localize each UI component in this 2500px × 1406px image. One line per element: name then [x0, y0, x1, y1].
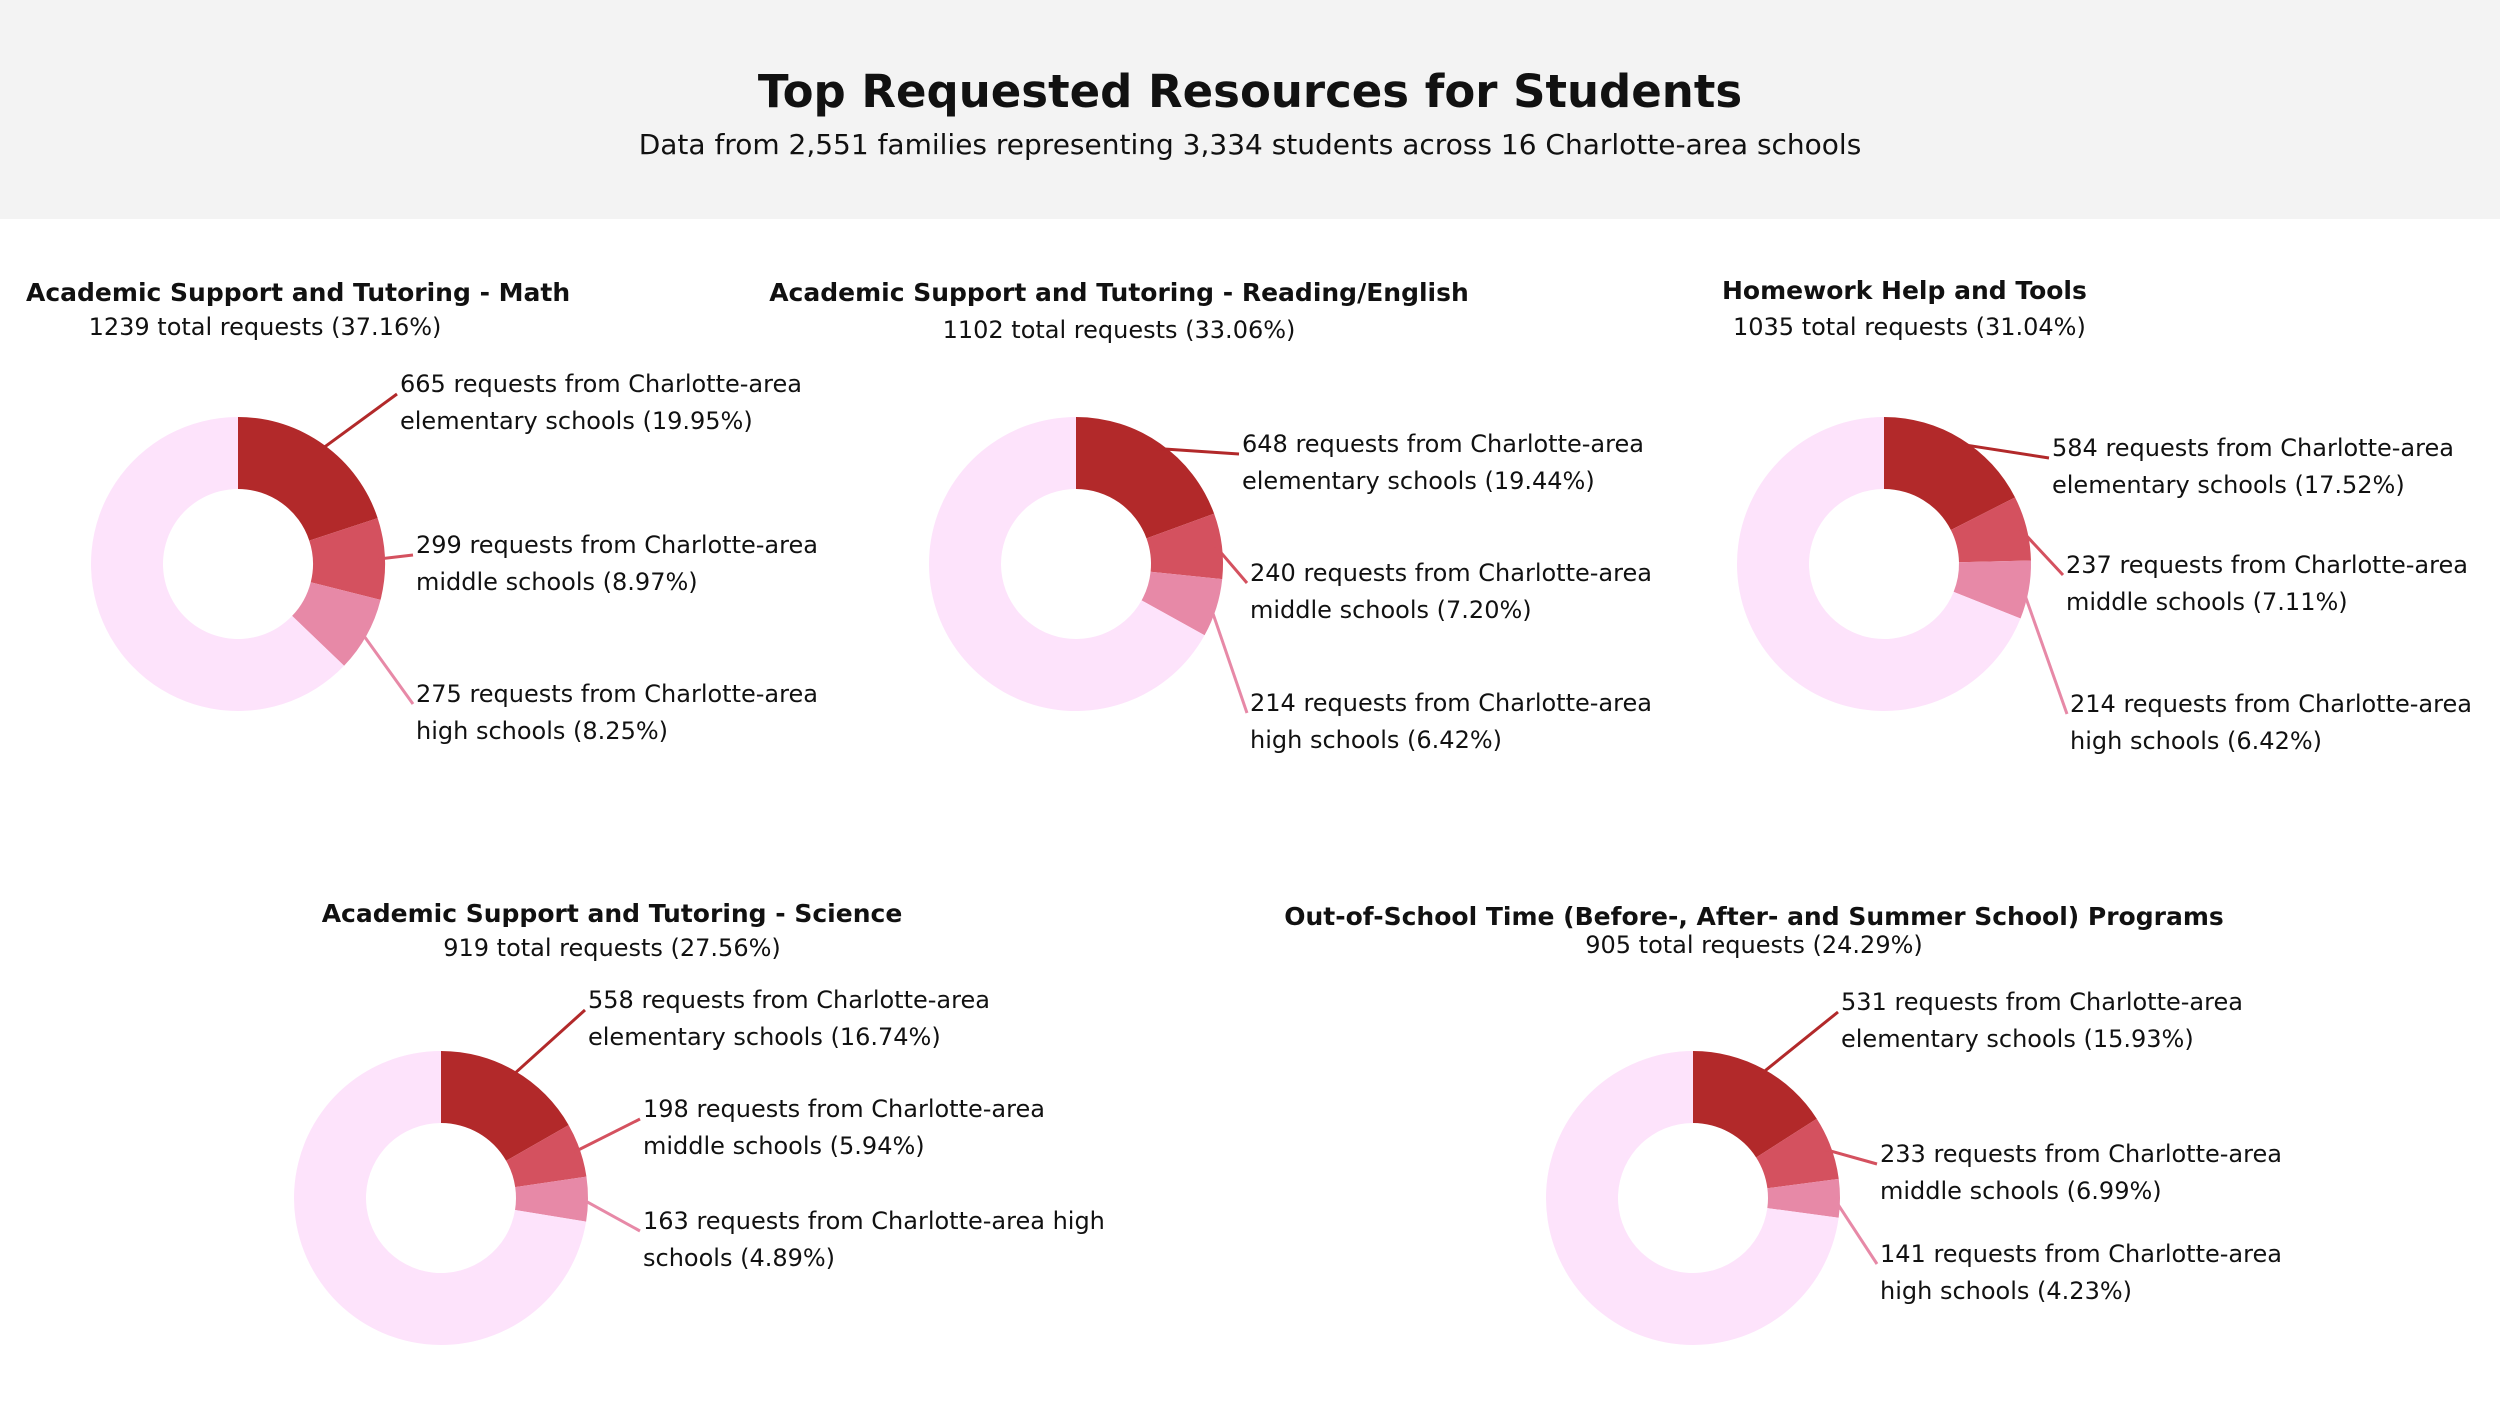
donut-chart-2 — [769, 278, 1652, 754]
chart-title: Academic Support and Tutoring - Math — [26, 278, 571, 307]
leader-line-middle — [574, 1119, 640, 1152]
donut-chart-1 — [26, 278, 818, 745]
slice-label-middle: 237 requests from Charlotte-area middle schools (7.11%) — [2066, 551, 2468, 616]
slice-elementary — [1076, 417, 1214, 538]
leader-line-high — [361, 632, 413, 704]
leader-line-high — [582, 1199, 640, 1231]
leader-line-high — [1211, 606, 1247, 713]
slice-label-elementary: 648 requests from Charlotte-area elementary schools (19.44%) — [1242, 430, 1644, 495]
chart-total-label: 919 total requests (27.56%) — [443, 934, 781, 962]
slice-label-high: 214 requests from Charlotte-area high schools (6.42%) — [1250, 689, 1652, 754]
donut-chart-4 — [294, 899, 1105, 1345]
slice-label-middle: 233 requests from Charlotte-area middle schools (6.99%) — [1880, 1140, 2282, 1205]
slice-label-elementary: 665 requests from Charlotte-area elementary schools (19.95%) — [400, 370, 802, 435]
slice-label-middle: 299 requests from Charlotte-area middle schools (8.97%) — [416, 531, 818, 596]
slice-label-middle: 240 requests from Charlotte-area middle schools (7.20%) — [1250, 559, 1652, 624]
leader-line-elementary — [512, 1010, 585, 1076]
chart-title: Homework Help and Tools — [1722, 276, 2087, 305]
donut-chart-3 — [1722, 276, 2472, 755]
chart-total-label: 905 total requests (24.29%) — [1585, 931, 1923, 959]
slice-label-elementary: 558 requests from Charlotte-area elementary schools (16.74%) — [588, 986, 990, 1051]
leader-line-elementary — [321, 394, 397, 450]
slice-label-high: 275 requests from Charlotte-area high schools (8.25%) — [416, 680, 818, 745]
chart-total-label: 1239 total requests (37.16%) — [88, 313, 442, 341]
chart-title: Academic Support and Tutoring - Reading/English — [769, 278, 1469, 307]
chart-total-label: 1102 total requests (33.06%) — [942, 316, 1296, 344]
slice-label-elementary: 531 requests from Charlotte-area elementary schools (15.93%) — [1841, 988, 2243, 1053]
chart-title: Academic Support and Tutoring - Science — [321, 899, 903, 928]
slice-label-elementary: 584 requests from Charlotte-area elementary schools (17.52%) — [2052, 434, 2454, 499]
page-subtitle: Data from 2,551 families representing 3,334 students across 16 Charlotte-area schools — [638, 128, 1862, 161]
chart-title: Out-of-School Time (Before-, After- and Summer School) Programs — [1284, 902, 2224, 931]
chart-total-label: 1035 total requests (31.04%) — [1733, 313, 2086, 341]
leader-line-high — [2023, 589, 2067, 714]
slice-label-high: 163 requests from Charlotte-area high schools (4.89%) — [643, 1207, 1105, 1272]
slice-label-high: 214 requests from Charlotte-area high schools (6.42%) — [2070, 690, 2472, 755]
leader-line-elementary — [1761, 1012, 1838, 1074]
donut-chart-5 — [1284, 902, 2282, 1345]
slice-label-high: 141 requests from Charlotte-area high schools (4.23%) — [1880, 1240, 2282, 1305]
page-title: Top Requested Resources for Students — [757, 65, 1743, 118]
slice-label-middle: 198 requests from Charlotte-area middle schools (5.94%) — [643, 1095, 1045, 1160]
slice-elementary — [238, 417, 378, 541]
leader-line-high — [1834, 1198, 1877, 1264]
